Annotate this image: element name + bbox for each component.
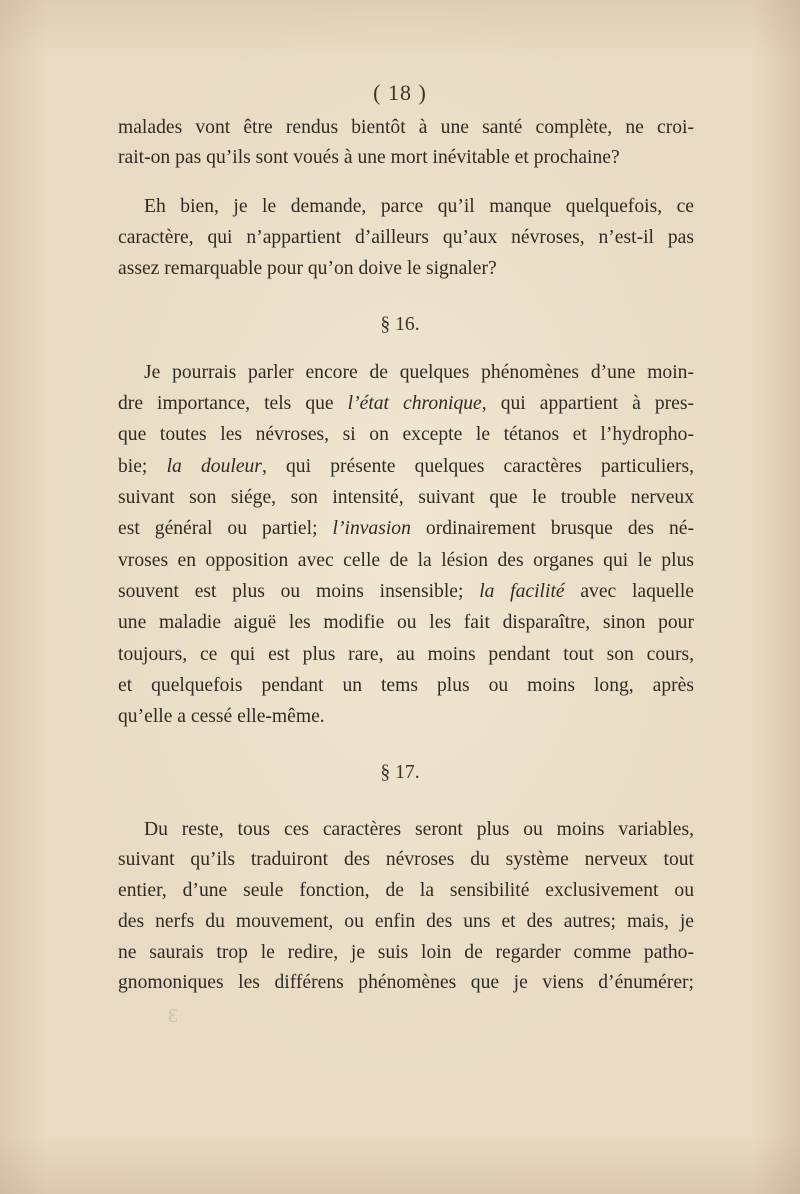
text-line: malades vont être rendus bientôt à une santé complète, ne croi- (118, 117, 694, 138)
text-line: des nerfs du mouvement, ou enfin des uns et des autres; mais, je (118, 911, 694, 932)
text-line: suivant qu’ils traduiront des névroses du système nerveux tout (118, 849, 694, 870)
section-heading: § 17. (380, 762, 420, 783)
italic-term: l’invasion (332, 518, 411, 539)
text-line: Je pourrais parler encore de quelques phénomènes d’une moin- (144, 362, 694, 383)
text-line: gnomoniques les différens phénomènes que je viens d’énumérer; (118, 972, 694, 993)
text-line: une maladie aiguë les modifie ou les fait disparaître, sinon pour (118, 612, 694, 633)
text-line: souvent est plus ou moins insensible; la facilité avec laquelle (118, 581, 694, 602)
section-heading: § 16. (380, 314, 420, 335)
text-line: rait-on pas qu’ils sont voués à une mort inévitable et prochaine? (118, 147, 620, 168)
text-line: caractère, qui n’appartient d’ailleurs qu’aux névroses, n’est-il pas (118, 227, 694, 248)
italic-term: l’état chronique (347, 393, 482, 414)
text-line: vroses en opposition avec celle de la lésion des organes qui le plus (118, 550, 694, 571)
text-line: que toutes les névroses, si on excepte le tétanos et l’hydropho- (118, 424, 694, 445)
text-line: Du reste, tous ces caractères seront plus ou moins variables, (144, 819, 694, 840)
page-number: ( 18 ) (373, 80, 427, 105)
text-line: qu’elle a cessé elle-même. (118, 706, 325, 727)
italic-term: la facilité (479, 581, 565, 602)
text-line: assez remarquable pour qu’on doive le signaler? (118, 258, 497, 279)
text-line: entier, d’une seule fonction, de la sensibilité exclusivement ou (118, 880, 694, 901)
signature-mark: 3 (168, 1005, 178, 1027)
text-line: bie; la douleur, qui présente quelques caractères particuliers, (118, 456, 695, 477)
text-line: dre importance, tels que l’état chronique, qui appartient à pres- (118, 393, 695, 414)
text-line: toujours, ce qui est plus rare, au moins pendant tout son cours, (118, 644, 694, 665)
italic-term: la douleur (166, 456, 262, 477)
text-line: suivant son siége, son intensité, suivant que le trouble nerveux (118, 487, 694, 508)
text-line: Eh bien, je le demande, parce qu’il manque quelquefois, ce (144, 196, 694, 217)
text-line: et quelquefois pendant un tems plus ou moins long, après (118, 675, 694, 696)
text-line: ne saurais trop le redire, je suis loin de regarder comme patho- (118, 942, 694, 963)
text-line: est général ou partiel; l’invasion ordinairement brusque des né- (118, 518, 694, 539)
